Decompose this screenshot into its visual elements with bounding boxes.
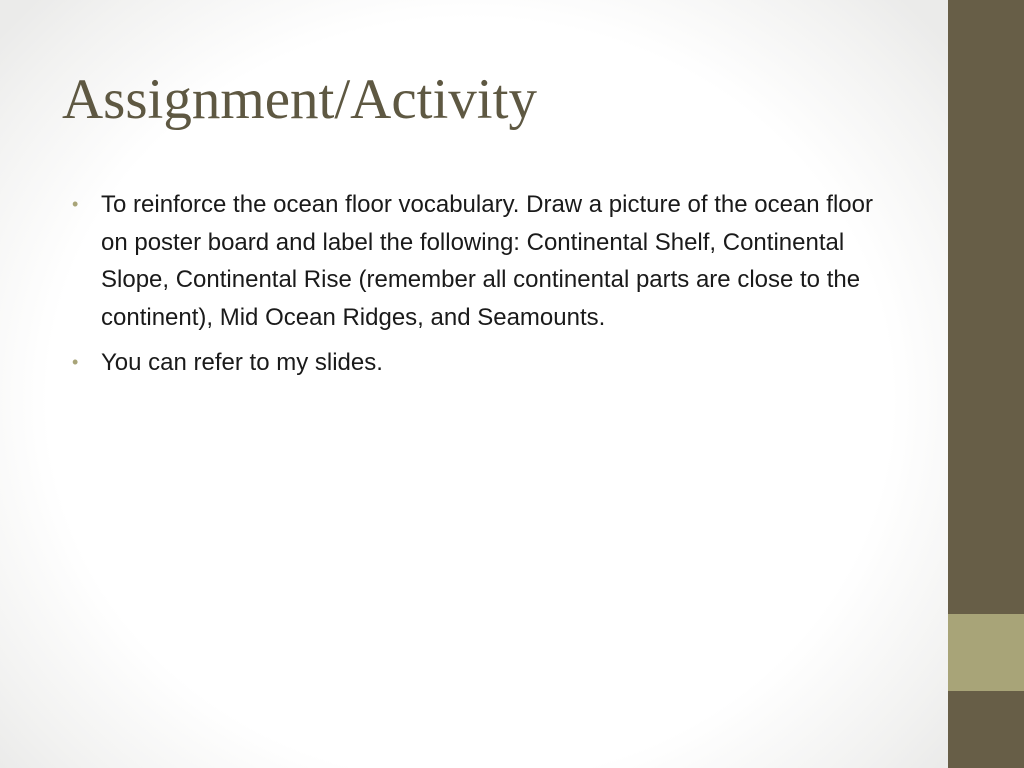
bullet-item (72, 186, 902, 336)
bullet-icon: • (72, 194, 79, 214)
bullet-icon: • (72, 352, 79, 372)
bullet-text: To reinforce the ocean floor vocabulary. Draw a picture of the ocean floor on poster board and label the following: Continental Shelf, Continental Slope, Continental Rise (remember all continental parts are close to the continent), Mid Ocean Ridges, and Seamounts. (101, 191, 873, 331)
bullet-text: You can refer to my slides. (101, 349, 383, 376)
side-accent-block (948, 614, 1024, 691)
bullet-item (72, 344, 902, 382)
bullet-list (72, 186, 902, 390)
slide-title: Assignment/Activity (62, 68, 537, 131)
side-band (948, 0, 1024, 768)
